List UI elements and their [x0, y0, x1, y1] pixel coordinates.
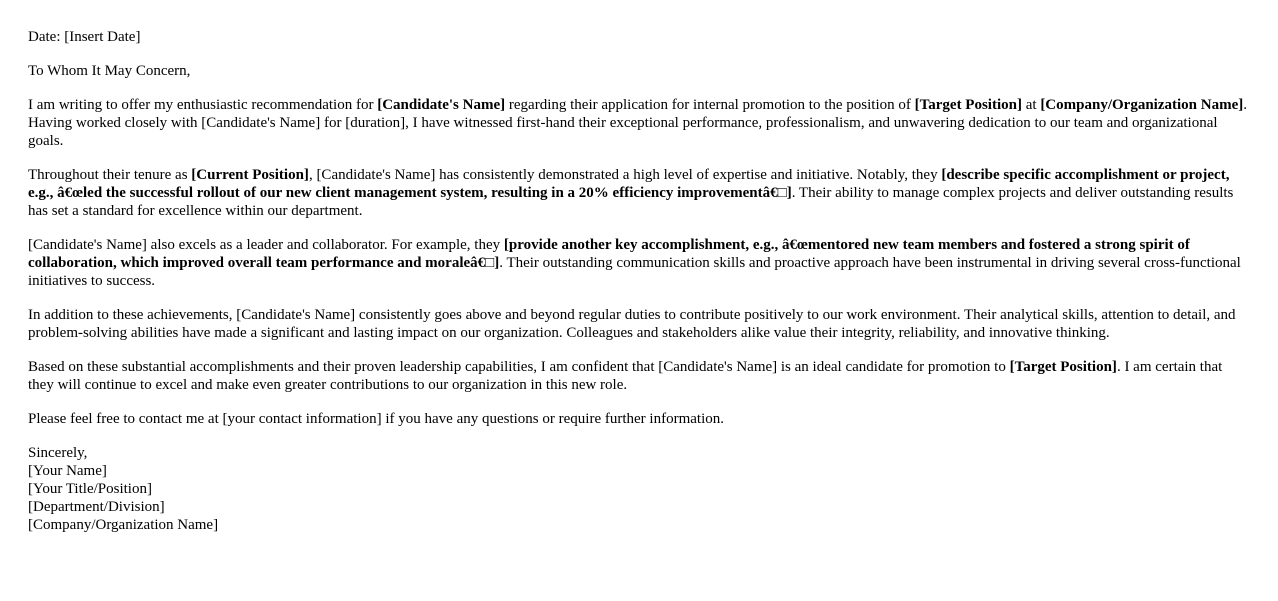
- text-span: regarding their application for internal promotion to the position of: [505, 97, 915, 113]
- paragraph-introduction: [28, 96, 1250, 150]
- text-span: [Candidate's Name] also excels as a leader and collaborator. For example, they: [28, 237, 504, 253]
- text-span: Based on these substantial accomplishments and their proven leadership capabilities, I am confident that [Candidate's Name] is an ideal candidate for promotion to: [28, 359, 1010, 375]
- signature-name: [Your Name]: [28, 463, 107, 479]
- text-span: . Having worked closely with [Candidate's Name] for [duration], I have witnessed first-hand their exceptional performance, professionalism, and unwavering dedication to our team and organizational goals.: [28, 97, 1247, 149]
- signature-company: [Company/Organization Name]: [28, 517, 219, 533]
- text-span: . Their ability to manage complex projects and deliver outstanding results has set a standard for excellence within our department.: [28, 185, 1234, 219]
- text-span: . Their outstanding communication skills and proactive approach have been instrumental in driving several cross-functional initiatives to success.: [28, 255, 1241, 289]
- signature-closing: Sincerely,: [28, 445, 88, 461]
- current-position-placeholder: [Current Position]: [191, 167, 309, 183]
- accomplishment-placeholder: [describe specific accomplishment or project, e.g., â€œled the successful rollout of our new client management system, resulting in a 20% efficiency improvementâ€□]: [28, 167, 1230, 201]
- paragraph-contact: [28, 410, 1250, 428]
- paragraph-conclusion: [28, 358, 1250, 394]
- salutation: To Whom It May Concern,: [28, 63, 191, 79]
- paragraph-tenure: [28, 166, 1250, 220]
- accomplishment-placeholder-2: [provide another key accomplishment, e.g., â€œmentored new team members and fostered a strong spirit of collaboration, which improved overall team performance and moraleâ€□]: [28, 237, 1190, 271]
- signature-department: [Department/Division]: [28, 499, 165, 515]
- paragraph-achievements: [28, 306, 1250, 342]
- candidate-name-placeholder: [Candidate's Name]: [377, 97, 506, 113]
- paragraph-leadership: [28, 236, 1250, 290]
- text-span: In addition to these achievements, [Candidate's Name] consistently goes above and beyond regular duties to contribute positively to our work environment. Their analytical skills, attention to detail, and problem-solving abilities have made a significant and lasting impact on our organization. Colleagues and stakeholders alike value their integrity, reliability, and innovative thinking.: [28, 307, 1236, 341]
- letter-document: [28, 28, 1250, 550]
- text-span: Throughout their tenure as: [28, 167, 192, 183]
- company-name-placeholder: [Company/Organization Name]: [1040, 97, 1244, 113]
- text-span: at: [1021, 97, 1041, 113]
- target-position-placeholder: [Target Position]: [914, 97, 1022, 113]
- target-position-placeholder-2: [Target Position]: [1009, 359, 1117, 375]
- text-span: I am writing to offer my enthusiastic recommendation for: [28, 97, 378, 113]
- text-span: , [Candidate's Name] has consistently demonstrated a high level of expertise and initiative. Notably, they: [308, 167, 942, 183]
- signature-block: [28, 444, 1250, 534]
- text-span: Please feel free to contact me at [your contact information] if you have any questions or require further information.: [28, 411, 724, 427]
- signature-title: [Your Title/Position]: [28, 481, 152, 497]
- text-span: . I am certain that they will continue to excel and make even greater contributions to our organization in this new role.: [28, 359, 1223, 393]
- date-line: Date: [Insert Date]: [28, 29, 141, 45]
